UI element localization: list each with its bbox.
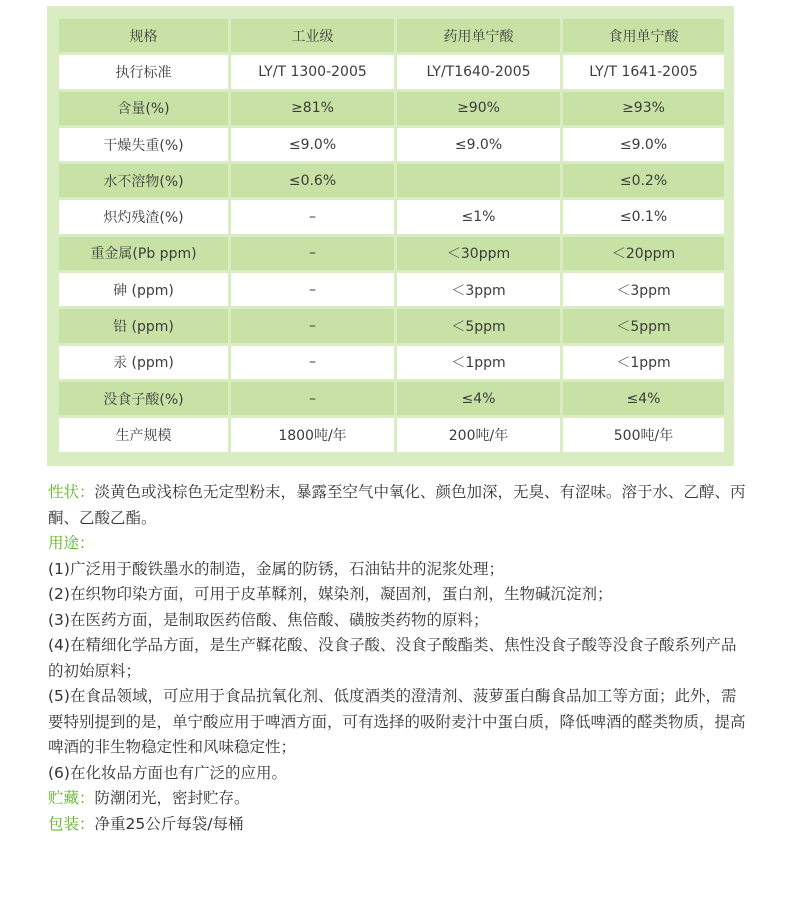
table-row: [59, 309, 724, 342]
row-label: 水不溶物(%): [59, 164, 228, 197]
header-cell-food: 食用单宁酸: [563, 19, 724, 52]
table-cell: LY/T 1300-2005: [231, 55, 394, 88]
table-cell: ≥93%: [563, 92, 724, 125]
table-row: [59, 164, 724, 197]
spec-table: [56, 16, 727, 455]
table-cell: ＜3ppm: [563, 273, 724, 306]
table-cell: 500吨/年: [563, 418, 724, 451]
table-cell: ＜30ppm: [397, 237, 560, 270]
row-label: 生产规模: [59, 418, 228, 451]
table-cell: ≤9.0%: [231, 128, 394, 161]
table-row: [59, 273, 724, 306]
uses-item: (5)在食品领域，可应用于食品抗氧化剂、低度酒类的澄清剂、菠萝蛋白酶食品加工等方面；此外，需要特别提到的是，单宁酸应用于啤酒方面，可有选择的吸附麦汁中蛋白质，降低啤酒的醛类物质，提高啤酒的非生物稳定性和风味稳定性；: [48, 687, 746, 756]
table-cell: ＜1ppm: [563, 346, 724, 379]
table-cell: –: [231, 237, 394, 270]
row-label: 干燥失重(%): [59, 128, 228, 161]
storage-paragraph: [48, 786, 748, 812]
properties-label: 性状：: [48, 483, 95, 501]
uses-item: (6)在化妆品方面也有广泛的应用。: [48, 763, 287, 782]
table-cell: ≥90%: [397, 92, 560, 125]
row-label: 重金属(Pb ppm): [59, 237, 228, 270]
table-cell: –: [231, 309, 394, 342]
row-label: 汞 (ppm): [59, 346, 228, 379]
table-cell: ≤9.0%: [563, 128, 724, 161]
table-row: [59, 200, 724, 233]
table-cell: ＜5ppm: [563, 309, 724, 342]
table-row: [59, 382, 724, 415]
uses-item: (4)在精细化学品方面，是生产鞣花酸、没食子酸、没食子酸酯类、焦性没食子酸等没食子酸系列产品的初始原料；: [48, 636, 737, 680]
table-header-row: [59, 19, 724, 52]
uses-item: (1)广泛用于酸铁墨水的制造，金属的防锈，石油钻井的泥浆处理；: [48, 559, 504, 578]
table-cell: –: [231, 346, 394, 379]
table-cell: 200吨/年: [397, 418, 560, 451]
table-cell: –: [231, 382, 394, 415]
header-cell-industrial: 工业级: [231, 19, 394, 52]
table-row: [59, 418, 724, 451]
table-cell: ＜3ppm: [397, 273, 560, 306]
table-cell: ≤4%: [563, 382, 724, 415]
table-cell: ≥81%: [231, 92, 394, 125]
storage-label: 贮藏：: [48, 789, 95, 807]
packaging-label: 包装：: [48, 814, 95, 833]
table-cell: ≤9.0%: [397, 128, 560, 161]
uses-heading: [48, 531, 748, 557]
uses-item: (2)在织物印染方面，可用于皮革鞣剂，媒染剂，凝固剂，蛋白剂，生物碱沉淀剂；: [48, 585, 613, 603]
header-cell-spec: 规格: [59, 19, 228, 52]
table-row: [59, 237, 724, 270]
properties-paragraph: [48, 480, 748, 531]
row-label: 没食子酸(%): [59, 382, 228, 415]
table-cell: ＜1ppm: [397, 346, 560, 379]
packaging-paragraph: [48, 812, 748, 838]
table-row: [59, 346, 724, 379]
table-cell: ＜20ppm: [563, 237, 724, 270]
table-cell: [397, 164, 560, 197]
table-cell: LY/T 1641-2005: [563, 55, 724, 88]
row-label: 含量(%): [59, 92, 228, 125]
storage-text: 防潮闭光，密封贮存。: [94, 789, 250, 807]
table-cell: 1800吨/年: [231, 418, 394, 451]
row-label: 砷 (ppm): [59, 273, 228, 306]
uses-item: (3)在医药方面，是制取医药倍酸、焦倍酸、磺胺类药物的原料；: [48, 610, 489, 629]
table-cell: LY/T1640-2005: [397, 55, 560, 88]
table-cell: ≤1%: [397, 200, 560, 233]
table-row: [59, 92, 724, 125]
row-label: 炽灼残渣(%): [59, 200, 228, 233]
table-cell: ≤0.2%: [563, 164, 724, 197]
table-row: [59, 55, 724, 88]
header-cell-pharma: 药用单宁酸: [397, 19, 560, 52]
table-cell: ≤4%: [397, 382, 560, 415]
table-cell: ≤0.6%: [231, 164, 394, 197]
uses-label: 用途：: [48, 534, 95, 552]
row-label: 铅 (ppm): [59, 309, 228, 342]
packaging-text: 净重25公斤每袋/每桶: [94, 814, 244, 833]
properties-text: 淡黄色或浅棕色无定型粉末，暴露至空气中氧化、颜色加深，无臭、有涩味。溶于水、乙醇、丙酮、乙酸乙酯。: [48, 483, 746, 527]
table-cell: ≤0.1%: [563, 200, 724, 233]
table-row: [59, 128, 724, 161]
spec-table-panel: [47, 6, 734, 466]
table-cell: –: [231, 200, 394, 233]
table-cell: ＜5ppm: [397, 309, 560, 342]
description-block: [48, 480, 748, 837]
table-cell: –: [231, 273, 394, 306]
row-label: 执行标准: [59, 55, 228, 88]
